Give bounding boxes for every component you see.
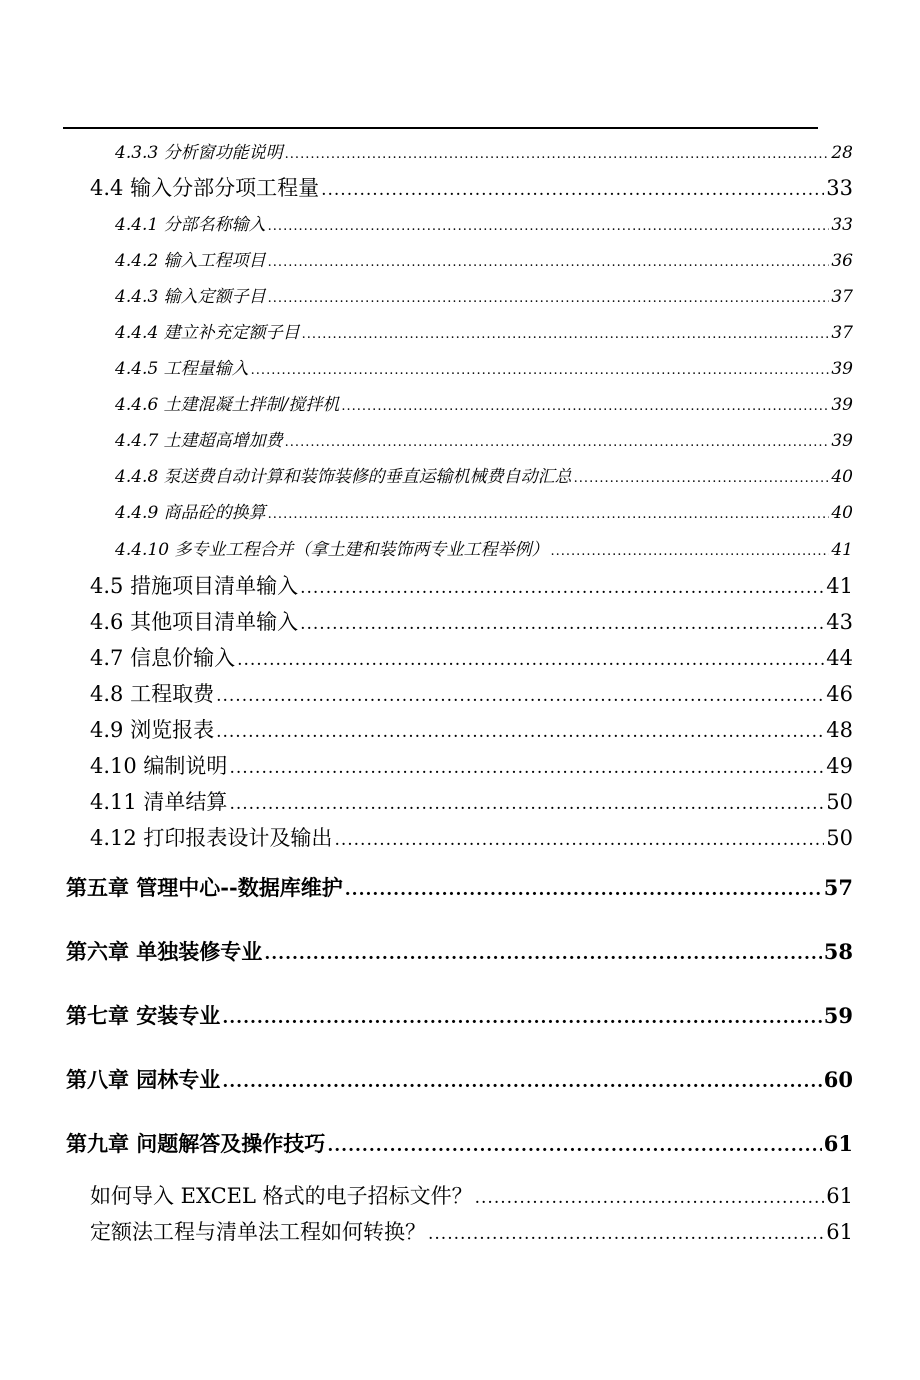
toc-page-number: 33 bbox=[831, 215, 853, 235]
toc-dot-leader bbox=[302, 327, 830, 342]
toc-page-number: 44 bbox=[826, 646, 853, 670]
toc-page-number: 39 bbox=[831, 359, 853, 379]
toc-dot-leader bbox=[300, 614, 824, 634]
toc-entry-4-4[interactable] bbox=[90, 172, 853, 200]
toc-entry-title: 4.4.4 建立补充定额子目 bbox=[115, 323, 300, 343]
toc-entry-4-7[interactable] bbox=[90, 642, 853, 670]
toc-entry-title: 4.4.3 输入定额子目 bbox=[115, 287, 266, 307]
toc-dot-leader bbox=[268, 255, 830, 270]
toc-entry-title: 4.4.2 输入工程项目 bbox=[115, 251, 266, 271]
toc-chapter-5[interactable] bbox=[66, 872, 853, 902]
toc-entry-title: 4.4.9 商品砼的换算 bbox=[115, 503, 266, 523]
toc-entry-title: 4.4.1 分部名称输入 bbox=[115, 215, 266, 235]
toc-page-number: 46 bbox=[826, 682, 853, 706]
toc-entry-4-4-6[interactable] bbox=[115, 390, 853, 414]
toc-entry-4-3-3[interactable] bbox=[115, 138, 853, 162]
toc-entry-title: 4.4.7 土建超高增加费 bbox=[115, 431, 283, 451]
toc-chapter-title: 第八章 园林专业 bbox=[66, 1067, 221, 1092]
toc-chapter-title: 第七章 安装专业 bbox=[66, 1003, 221, 1028]
toc-dot-leader bbox=[321, 180, 824, 200]
toc-dot-leader bbox=[428, 1224, 824, 1244]
toc-entry-4-9[interactable] bbox=[90, 714, 853, 742]
toc-entry-title: 4.3.3 分析窗功能说明 bbox=[115, 143, 283, 163]
toc-question-2[interactable] bbox=[90, 1216, 853, 1244]
toc-entry-title: 4.8 工程取费 bbox=[90, 682, 215, 706]
toc-entry-4-8[interactable] bbox=[90, 678, 853, 706]
toc-page-number: 59 bbox=[823, 1003, 853, 1028]
toc-page-number: 48 bbox=[826, 718, 853, 742]
toc-page-number: 41 bbox=[826, 574, 853, 598]
toc-dot-leader bbox=[285, 435, 830, 450]
toc-page-number: 50 bbox=[826, 790, 853, 814]
toc-dot-leader bbox=[341, 399, 829, 414]
toc-entry-title: 4.12 打印报表设计及输出 bbox=[90, 826, 333, 850]
toc-dot-leader bbox=[264, 944, 821, 964]
toc-page-number: 33 bbox=[826, 176, 853, 200]
toc-dot-leader bbox=[222, 1072, 821, 1092]
toc-entry-title: 4.11 清单结算 bbox=[90, 790, 228, 814]
toc-entry-title: 4.4.10 多专业工程合并（拿土建和装饰两专业工程举例） bbox=[115, 540, 549, 560]
toc-question-title: 如何导入 EXCEL 格式的电子招标文件？ bbox=[90, 1184, 473, 1208]
toc-dot-leader bbox=[237, 650, 824, 670]
toc-page-number: 40 bbox=[831, 467, 853, 487]
toc-entry-4-12[interactable] bbox=[90, 822, 853, 850]
toc-entry-4-4-8[interactable] bbox=[115, 462, 853, 486]
toc-page-number: 61 bbox=[826, 1220, 853, 1244]
toc-dot-leader bbox=[475, 1188, 825, 1208]
toc-page-number: 39 bbox=[831, 431, 853, 451]
toc-page-number: 43 bbox=[826, 610, 853, 634]
toc-entry-title: 4.4.8 泵送费自动计算和装饰装修的垂直运输机械费自动汇总 bbox=[115, 467, 572, 487]
toc-dot-leader bbox=[334, 830, 824, 850]
toc-dot-leader bbox=[229, 794, 824, 814]
toc-chapter-7[interactable] bbox=[66, 1000, 853, 1030]
toc-entry-title: 4.4 输入分部分项工程量 bbox=[90, 176, 320, 200]
toc-dot-leader bbox=[268, 219, 830, 234]
toc-dot-leader bbox=[268, 291, 830, 306]
toc-page-number: 61 bbox=[823, 1131, 853, 1156]
toc-page-number: 40 bbox=[831, 503, 853, 523]
toc-page-number: 61 bbox=[826, 1184, 853, 1208]
toc-entry-4-6[interactable] bbox=[90, 606, 853, 634]
toc-entry-4-4-4[interactable] bbox=[115, 318, 853, 342]
toc-entry-4-11[interactable] bbox=[90, 786, 853, 814]
toc-entry-4-4-3[interactable] bbox=[115, 282, 853, 306]
toc-entry-4-4-1[interactable] bbox=[115, 210, 853, 234]
toc-entry-4-4-2[interactable] bbox=[115, 246, 853, 270]
header-rule bbox=[63, 127, 818, 129]
toc-entry-title: 4.5 措施项目清单输入 bbox=[90, 574, 299, 598]
toc-question-1[interactable] bbox=[90, 1180, 853, 1208]
toc-page-number: 41 bbox=[831, 540, 853, 560]
toc-entry-4-4-7[interactable] bbox=[115, 426, 853, 450]
toc-dot-leader bbox=[345, 880, 822, 900]
toc-chapter-6[interactable] bbox=[66, 936, 853, 966]
toc-page-number: 60 bbox=[823, 1067, 853, 1092]
toc-dot-leader bbox=[574, 471, 830, 486]
toc-dot-leader bbox=[268, 507, 830, 522]
toc-entry-4-4-10[interactable] bbox=[115, 535, 853, 559]
toc-page-number: 58 bbox=[823, 939, 853, 964]
toc-page-number: 28 bbox=[831, 143, 853, 163]
toc-chapter-title: 第五章 管理中心--数据库维护 bbox=[66, 875, 343, 900]
toc-dot-leader bbox=[229, 758, 824, 778]
toc-dot-leader bbox=[251, 363, 830, 378]
toc-dot-leader bbox=[285, 147, 830, 162]
toc-page-number: 49 bbox=[826, 754, 853, 778]
toc-entry-title: 4.9 浏览报表 bbox=[90, 718, 215, 742]
toc-entry-4-4-9[interactable] bbox=[115, 498, 853, 522]
toc-chapter-title: 第九章 问题解答及操作技巧 bbox=[66, 1131, 326, 1156]
toc-dot-leader bbox=[216, 686, 824, 706]
toc-dot-leader bbox=[550, 544, 829, 559]
toc-entry-title: 4.4.5 工程量输入 bbox=[115, 359, 249, 379]
toc-dot-leader bbox=[216, 722, 824, 742]
toc-entry-4-4-5[interactable] bbox=[115, 354, 853, 378]
toc-chapter-title: 第六章 单独装修专业 bbox=[66, 939, 263, 964]
toc-entry-4-10[interactable] bbox=[90, 750, 853, 778]
toc-chapter-9[interactable] bbox=[66, 1128, 853, 1158]
toc-page-number: 50 bbox=[826, 826, 853, 850]
toc-page-number: 37 bbox=[831, 287, 853, 307]
toc-entry-title: 4.10 编制说明 bbox=[90, 754, 228, 778]
toc-page-number: 39 bbox=[831, 395, 853, 415]
toc-dot-leader bbox=[222, 1008, 821, 1028]
toc-entry-4-5[interactable] bbox=[90, 570, 853, 598]
toc-question-title: 定额法工程与清单法工程如何转换？ bbox=[90, 1220, 426, 1244]
toc-entry-title: 4.4.6 土建混凝土拌制/搅拌机 bbox=[115, 395, 340, 415]
toc-chapter-8[interactable] bbox=[66, 1064, 853, 1094]
toc-entry-title: 4.6 其他项目清单输入 bbox=[90, 610, 299, 634]
toc-page-number: 57 bbox=[823, 875, 853, 900]
toc-entry-title: 4.7 信息价输入 bbox=[90, 646, 236, 670]
toc-page-number: 36 bbox=[831, 251, 853, 271]
toc-dot-leader bbox=[327, 1136, 821, 1156]
toc-dot-leader bbox=[300, 578, 824, 598]
toc-page-number: 37 bbox=[831, 323, 853, 343]
